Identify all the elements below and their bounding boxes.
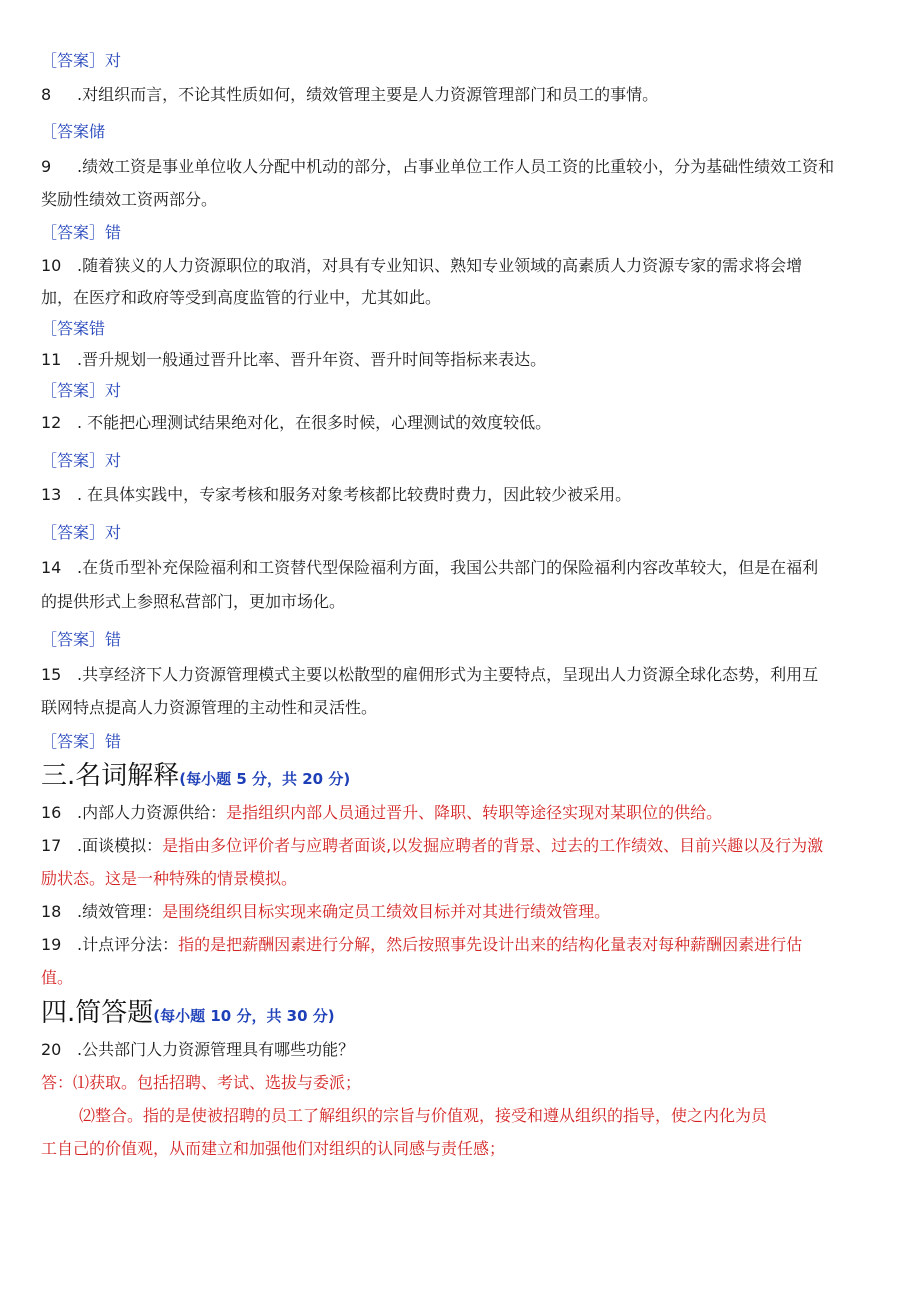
answer-7: ［答案］对 — [41, 51, 122, 70]
question-text: .共享经济下人力资源管理模式主要以松散型的雇佣形式为主要特点，呈现出人力资源全球化态势，利用互 — [77, 665, 819, 684]
question-text: . 不能把心理测试结果绝对化，在很多时候，心理测试的效度较低。 — [77, 413, 552, 432]
term-definition: 是围绕组织目标实现来确定员工绩效目标并对其进行绩效管理。 — [162, 902, 611, 921]
question-number: 16 — [41, 803, 62, 822]
question-number: 15 — [41, 665, 62, 684]
question-number: 18 — [41, 902, 62, 921]
answer-15: ［答案］错 — [41, 732, 122, 751]
question-text: .在货币型补充保险福利和工资替代型保险福利方面，我国公共部门的保险福利内容改革较大，但是在福利 — [77, 558, 819, 577]
term-16 — [41, 802, 722, 824]
answer-13: ［答案］对 — [41, 523, 122, 542]
question-number: 10 — [41, 256, 62, 275]
section-title: 四.简答题 — [41, 998, 154, 1028]
term-label: .绩效管理： — [77, 902, 163, 921]
question-number: 17 — [41, 836, 62, 855]
term-label: .面谈模拟： — [77, 836, 163, 855]
answer-14: ［答案］错 — [41, 630, 122, 649]
question-15-cont: 联网特点提高人力资源管理的主动性和灵活性。 — [41, 698, 378, 717]
question-10-cont: 加，在医疗和政府等受到高度监管的行业中，尤其如此。 — [41, 288, 442, 307]
section-note: (每小题 5 分，共 20 分) — [179, 770, 351, 788]
answer-10: ［答案错 — [41, 319, 106, 338]
question-text: .对组织而言，不论其性质如何，绩效管理主要是人力资源管理部门和员工的事情。 — [77, 85, 659, 104]
question-number: 9 — [41, 157, 52, 176]
question-text: .绩效工资是事业单位收人分配中机动的部分，占事业单位工作人员工资的比重较小，分为基础性绩效工资和 — [77, 157, 835, 176]
question-10 — [41, 255, 802, 277]
question-number: 13 — [41, 485, 62, 504]
question-20 — [41, 1039, 354, 1061]
question-14 — [41, 557, 818, 579]
question-11 — [41, 349, 546, 371]
question-9 — [41, 156, 834, 178]
section-3-heading — [41, 760, 350, 795]
section-4-heading — [41, 997, 335, 1032]
question-9-cont: 奖励性绩效工资两部分。 — [41, 190, 218, 209]
question-text: .公共部门人力资源管理具有哪些功能？ — [77, 1040, 355, 1059]
answer-20-point-2-cont: 工自己的价值观，从而建立和加强他们对组织的认同感与责任感； — [41, 1139, 506, 1158]
term-label: .计点评分法： — [77, 935, 179, 954]
question-text: .随着狭义的人力资源职位的取消，对具有专业知识、熟知专业领域的高素质人力资源专家的需求将会增 — [77, 256, 803, 275]
answer-12: ［答案］对 — [41, 451, 122, 470]
term-label: .内部人力资源供给： — [77, 803, 227, 822]
question-text: .晋升规划一般通过晋升比率、晋升年资、晋升时间等指标来表达。 — [77, 350, 547, 369]
answer-8: ［答案储 — [41, 122, 106, 141]
question-15 — [41, 664, 818, 686]
question-12 — [41, 412, 551, 434]
section-note: (每小题 10 分，共 30 分) — [153, 1007, 335, 1025]
question-text: . 在具体实践中，专家考核和服务对象考核都比较费时费力，因此较少被采用。 — [77, 485, 632, 504]
term-definition: 是指由多位评价者与应聘者面谈,以发掘应聘者的背景、过去的工作绩效、目前兴趣以及行为激 — [162, 836, 824, 855]
term-definition: 是指组织内部人员通过晋升、降职、转职等途径实现对某职位的供给。 — [226, 803, 723, 822]
term-19 — [41, 934, 802, 956]
question-number: 19 — [41, 935, 62, 954]
question-number: 12 — [41, 413, 62, 432]
question-number: 11 — [41, 350, 62, 369]
term-19-cont: 值。 — [41, 968, 74, 987]
term-17-cont: 励状态。这是一种特殊的情景模拟。 — [41, 869, 298, 888]
question-8 — [41, 84, 658, 106]
answer-9: ［答案］错 — [41, 223, 122, 242]
answer-11: ［答案］对 — [41, 381, 122, 400]
section-title: 三.名词解释 — [41, 761, 180, 791]
term-17 — [41, 835, 823, 857]
question-number: 14 — [41, 558, 62, 577]
question-13 — [41, 484, 631, 506]
term-18 — [41, 901, 610, 923]
answer-20-point-2: ⑵整合。指的是使被招聘的员工了解组织的宗旨与价值观，接受和遵从组织的指导，使之内化为员 — [79, 1106, 768, 1125]
question-number: 20 — [41, 1040, 62, 1059]
question-14-cont: 的提供形式上参照私营部门，更加市场化。 — [41, 592, 346, 611]
term-definition: 指的是把薪酬因素进行分解，然后按照事先设计出来的结构化量表对每种薪酬因素进行估 — [178, 935, 803, 954]
answer-20-point-1: 答：⑴获取。包括招聘、考试、选拔与委派； — [41, 1073, 362, 1092]
question-number: 8 — [41, 85, 52, 104]
